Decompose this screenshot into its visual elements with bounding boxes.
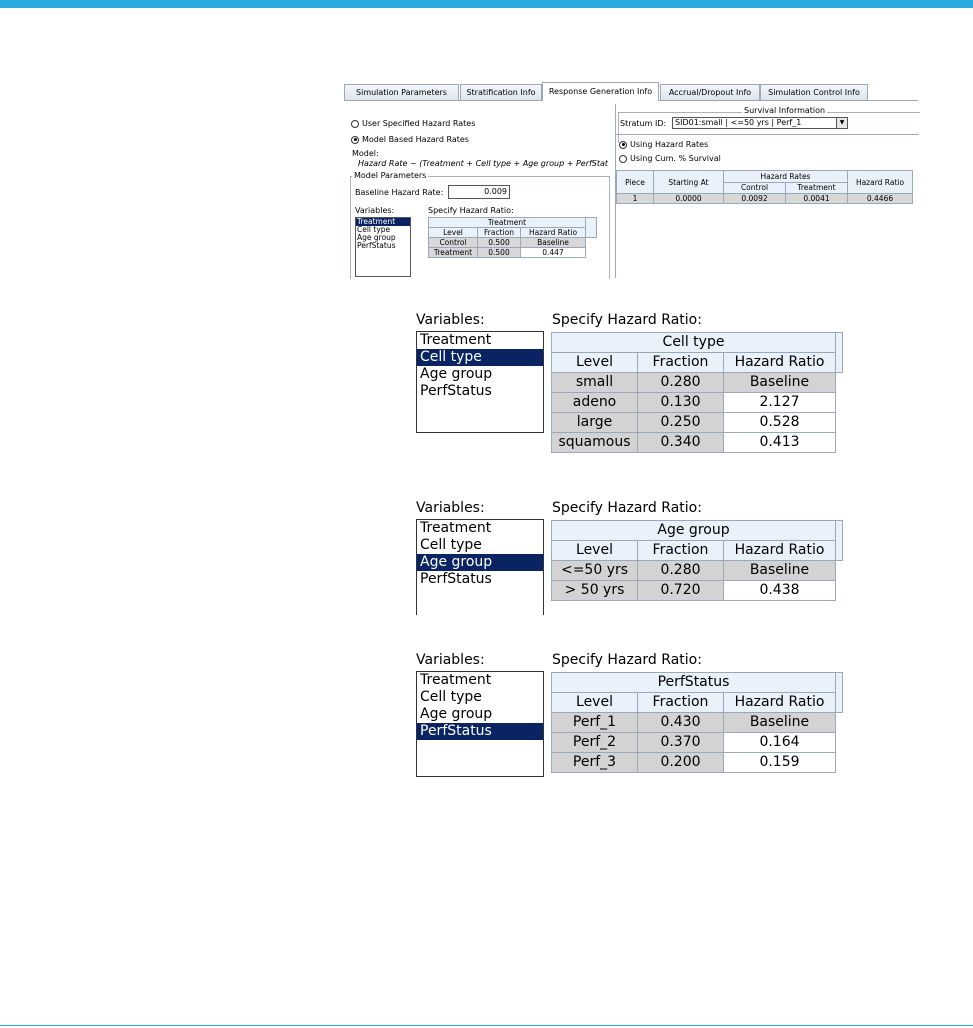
list-item[interactable]: Cell type	[357, 225, 391, 234]
tab-simulation-parameters[interactable]: Simulation Parameters	[344, 84, 459, 100]
starting-at-cell: 0.0000	[654, 194, 724, 204]
table-row	[429, 248, 597, 258]
level-cell: Perf_1	[552, 713, 638, 733]
fraction-cell[interactable]: 0.720	[638, 581, 724, 601]
perfstatus-hazard-table	[551, 672, 843, 773]
fraction-cell[interactable]: 0.250	[638, 413, 724, 433]
fraction-cell[interactable]: 0.500	[478, 238, 521, 248]
age-group-zoom-panel	[416, 500, 846, 620]
level-cell: Perf_3	[552, 753, 638, 773]
fraction-cell[interactable]: 0.200	[638, 753, 724, 773]
table-row	[552, 581, 843, 601]
column-header: Hazard Ratio	[848, 171, 913, 194]
tab-response-generation-info[interactable]: Response Generation Info	[542, 82, 659, 101]
column-header: Hazard Ratio	[724, 693, 836, 713]
level-cell: large	[552, 413, 638, 433]
fraction-cell[interactable]: 0.430	[638, 713, 724, 733]
table-row	[552, 753, 843, 773]
hazard-ratio-cell[interactable]: 0.528	[724, 413, 836, 433]
treatment-hazard-table	[428, 217, 597, 258]
radio-using-cum-survival[interactable]: Using Cum. % Survival	[619, 154, 721, 163]
column-header: Fraction	[638, 353, 724, 373]
table-row	[617, 194, 913, 204]
specify-hazard-ratio-label: Specify Hazard Ratio:	[552, 312, 702, 328]
table-row	[552, 433, 843, 453]
table-filler	[836, 333, 843, 373]
table-title: Age group	[552, 521, 836, 541]
hazard-ratio-cell[interactable]: 0.159	[724, 753, 836, 773]
column-header: Level	[552, 541, 638, 561]
variables-listbox[interactable]	[416, 519, 544, 615]
fraction-cell[interactable]: 0.370	[638, 733, 724, 753]
radio-unselected-icon	[351, 120, 359, 128]
level-cell: adeno	[552, 393, 638, 413]
hazard-ratio-cell: Baseline	[724, 713, 836, 733]
radio-model-based[interactable]: Model Based Hazard Rates	[351, 135, 469, 144]
column-header: Level	[429, 228, 478, 238]
divider	[616, 134, 919, 135]
tab-simulation-control-info[interactable]: Simulation Control Info	[760, 84, 868, 100]
stratum-id-label: Stratum ID:	[620, 119, 667, 128]
column-header: Level	[552, 693, 638, 713]
specify-hazard-ratio-label: Specify Hazard Ratio:	[552, 652, 702, 668]
right-panel	[615, 104, 919, 278]
fraction-cell[interactable]: 0.500	[478, 248, 521, 258]
perfstatus-zoom-panel	[416, 652, 846, 792]
level-cell: <=50 yrs	[552, 561, 638, 581]
table-filler	[586, 218, 597, 238]
hazard-ratio-cell[interactable]: 2.127	[724, 393, 836, 413]
stratum-id-select[interactable]: SID01:small | <=50 yrs | Perf_1 ▼	[672, 117, 848, 129]
level-cell: Treatment	[429, 248, 478, 258]
radio-user-specified[interactable]: User Specified Hazard Rates	[351, 119, 475, 128]
column-header: Fraction	[478, 228, 521, 238]
tab-strip	[344, 82, 918, 101]
level-cell: > 50 yrs	[552, 581, 638, 601]
column-header: Treatment	[786, 182, 848, 194]
radio-unselected-icon	[619, 155, 627, 163]
model-parameters-legend: Model Parameters	[354, 171, 427, 180]
cell-type-zoom-panel	[416, 312, 846, 472]
survival-information-legend: Survival Information	[744, 106, 826, 115]
column-header: Fraction	[638, 541, 724, 561]
cell-type-hazard-table	[551, 332, 843, 453]
fraction-cell[interactable]: 0.340	[638, 433, 724, 453]
variables-listbox[interactable]	[355, 217, 411, 277]
table-row	[552, 393, 843, 413]
variables-listbox[interactable]	[416, 331, 544, 433]
list-item[interactable]: Cell type	[420, 537, 482, 553]
column-header: Hazard Ratio	[724, 541, 836, 561]
fraction-cell[interactable]: 0.280	[638, 373, 724, 393]
piecewise-hazard-table	[616, 170, 913, 204]
model-label: Model:	[352, 149, 379, 158]
column-header: Control	[724, 182, 786, 194]
column-header: Hazard Ratio	[724, 353, 836, 373]
specify-hazard-ratio-label: Specify Hazard Ratio:	[552, 500, 702, 516]
variables-label: Variables:	[416, 652, 485, 668]
bottom-accent-line	[0, 1025, 973, 1026]
list-item[interactable]: PerfStatus	[420, 383, 492, 399]
top-accent-bar	[0, 0, 973, 8]
list-item[interactable]: PerfStatus	[357, 241, 396, 250]
radio-using-hazard-rates[interactable]: Using Hazard Rates	[619, 140, 708, 149]
hazard-ratio-cell: Baseline	[724, 561, 836, 581]
level-cell: Perf_2	[552, 733, 638, 753]
dropdown-arrow-icon[interactable]: ▼	[836, 118, 847, 128]
left-panel	[350, 104, 613, 278]
column-header: Hazard Ratio	[521, 228, 586, 238]
table-title: Treatment	[429, 218, 586, 228]
list-item[interactable]: Age group	[357, 233, 396, 242]
table-filler	[836, 521, 843, 561]
piece-cell: 1	[617, 194, 654, 204]
control-rate-cell: 0.0092	[724, 194, 786, 204]
hazard-ratio-cell[interactable]: 0.438	[724, 581, 836, 601]
column-header: Hazard Rates	[724, 171, 848, 183]
column-header: Level	[552, 353, 638, 373]
table-row	[429, 238, 597, 248]
variables-listbox[interactable]	[416, 671, 544, 777]
list-item[interactable]: PerfStatus	[420, 571, 492, 587]
table-row	[552, 713, 843, 733]
variables-label: Variables:	[355, 206, 395, 215]
hazard-ratio-cell[interactable]: 0.164	[724, 733, 836, 753]
list-item[interactable]: Age group	[420, 366, 493, 382]
column-header: Piece	[617, 171, 654, 194]
tab-accrual-dropout-info[interactable]: Accrual/Dropout Info	[660, 84, 760, 100]
hazard-ratio-cell: Baseline	[521, 238, 586, 248]
tab-stratification-info[interactable]: Stratification Info	[460, 84, 542, 100]
table-row	[552, 373, 843, 393]
column-header: Starting At	[654, 171, 724, 194]
baseline-hazard-label: Baseline Hazard Rate:	[355, 188, 444, 197]
table-row	[552, 561, 843, 581]
baseline-hazard-input[interactable]: 0.009	[448, 185, 510, 199]
response-generation-screenshot	[344, 82, 918, 278]
list-item-selected[interactable]: Age group	[417, 554, 543, 571]
list-item[interactable]: Treatment	[420, 672, 492, 688]
fraction-cell[interactable]: 0.130	[638, 393, 724, 413]
hazard-ratio-cell[interactable]: 0.413	[724, 433, 836, 453]
age-group-hazard-table	[551, 520, 843, 601]
level-cell: squamous	[552, 433, 638, 453]
hazard-ratio-cell[interactable]: 0.447	[521, 248, 586, 258]
list-item[interactable]: Cell type	[420, 689, 482, 705]
list-item[interactable]: Treatment	[420, 520, 492, 536]
level-cell: Control	[429, 238, 478, 248]
table-row	[552, 413, 843, 433]
list-item-selected[interactable]: Cell type	[417, 349, 543, 366]
list-item[interactable]: Treatment	[420, 332, 492, 348]
table-filler	[836, 673, 843, 713]
level-cell: small	[552, 373, 638, 393]
treatment-rate-cell: 0.0041	[786, 194, 848, 204]
variables-label: Variables:	[416, 500, 485, 516]
table-title: Cell type	[552, 333, 836, 353]
hazard-ratio-cell: Baseline	[724, 373, 836, 393]
radio-selected-icon	[351, 136, 359, 144]
list-item-selected[interactable]: PerfStatus	[417, 723, 543, 740]
fraction-cell[interactable]: 0.280	[638, 561, 724, 581]
hazard-ratio-cell: 0.4466	[848, 194, 913, 204]
list-item[interactable]: Age group	[420, 706, 493, 722]
model-formula: Hazard Rate ~ (Treatment + Cell type + Age group + PerfStat	[358, 159, 609, 168]
table-title: PerfStatus	[552, 673, 836, 693]
table-row	[552, 733, 843, 753]
variables-label: Variables:	[416, 312, 485, 328]
list-item[interactable]: Treatment	[356, 218, 410, 226]
column-header: Fraction	[638, 693, 724, 713]
specify-hazard-ratio-label: Specify Hazard Ratio:	[428, 206, 514, 215]
radio-selected-icon	[619, 141, 627, 149]
